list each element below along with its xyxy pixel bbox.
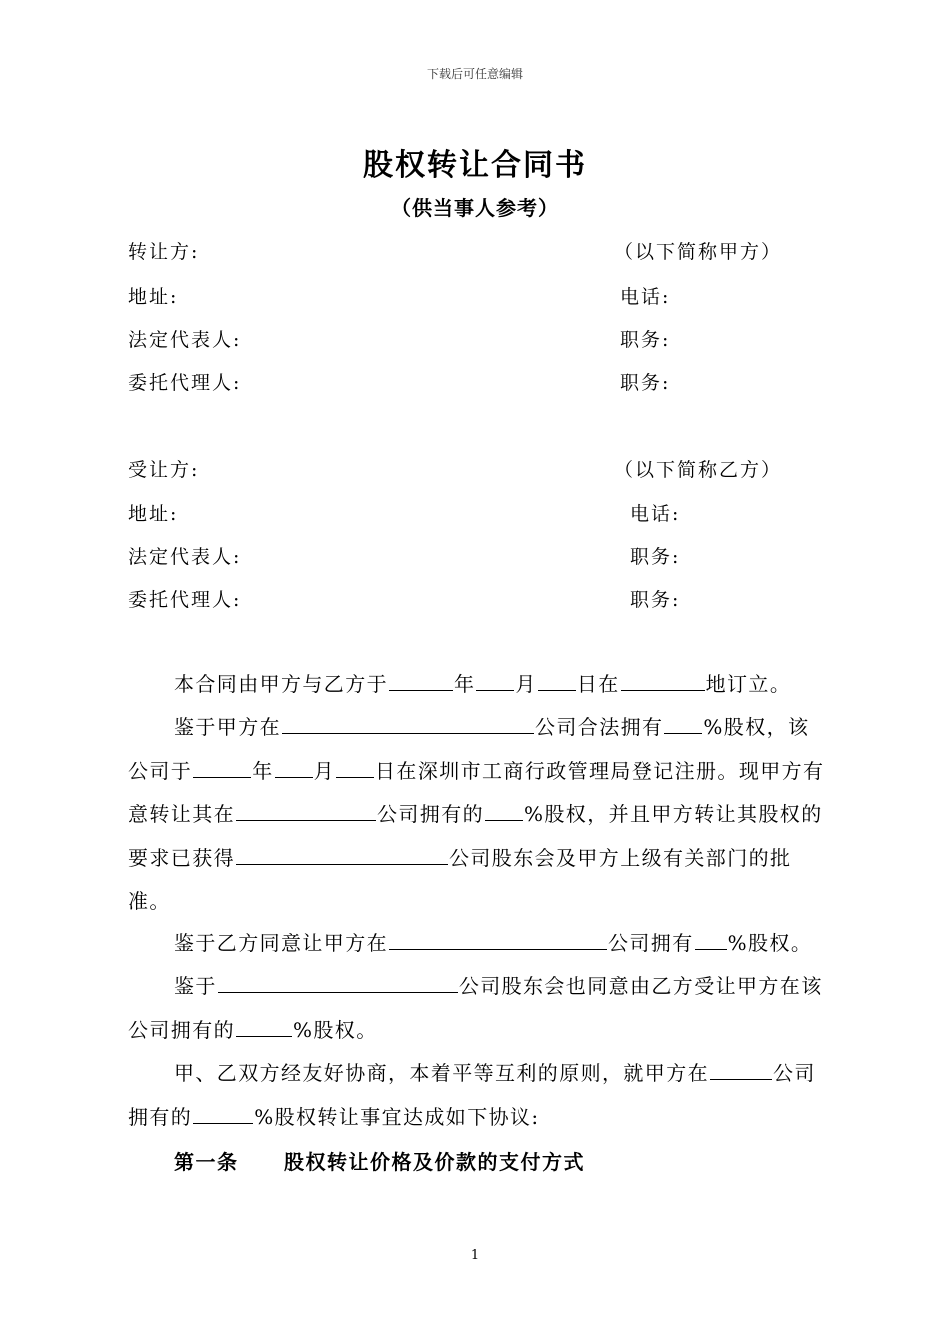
text-segment: 公司拥有的 — [128, 1061, 816, 1129]
page-number: 1 — [470, 1248, 480, 1263]
paragraph-party-b-consent — [128, 922, 826, 966]
party-a-phone-label: 电话: — [620, 286, 671, 308]
fill-blank[interactable] — [389, 689, 453, 691]
party-a-agent-label: 委托代理人: — [128, 372, 242, 394]
article-title: 股权转让价格及价款的支付方式 — [284, 1150, 585, 1174]
page-header-note: 下载后可任意编辑 — [426, 67, 523, 81]
fill-blank[interactable] — [218, 991, 458, 993]
party-b-phone-label: 电话: — [630, 503, 681, 525]
text-segment: 月 — [313, 758, 336, 783]
fill-blank[interactable] — [485, 819, 523, 821]
text-segment: 公司拥有的 — [377, 802, 484, 826]
party-b-address-label: 地址: — [128, 503, 179, 525]
party-b-label: 受让方: — [128, 459, 200, 481]
fill-blank[interactable] — [236, 819, 376, 821]
party-a-agent-title-label: 职务: — [620, 372, 671, 394]
paragraph-agreement-intro — [128, 1052, 826, 1139]
fill-blank[interactable] — [236, 863, 448, 865]
fill-blank[interactable] — [695, 948, 727, 950]
document-title: 股权转让合同书 — [363, 148, 587, 183]
fill-blank[interactable] — [275, 776, 313, 778]
text-segment: 甲、乙双方经友好协商，本着平等互利的原则，就甲方在 — [174, 1061, 709, 1085]
party-a-legal-rep-label: 法定代表人: — [128, 329, 242, 351]
party-b-legal-rep-title-label: 职务: — [630, 546, 681, 568]
text-segment: %股权。 — [727, 931, 813, 955]
party-a-alias: （以下简称甲方） — [614, 241, 783, 263]
fill-blank[interactable] — [621, 689, 705, 691]
text-segment: 年 — [252, 758, 274, 783]
text-segment: 公司拥有 — [608, 931, 694, 955]
article-number: 第一条 — [174, 1150, 239, 1174]
text-segment: %股权，并且甲方转让其股权的要求已获得 — [128, 802, 823, 870]
paragraph-party-a-ownership — [128, 706, 826, 924]
text-segment: 公司合法拥有 — [535, 715, 664, 739]
party-a-label: 转让方: — [128, 241, 200, 263]
text-segment: 地订立。 — [705, 672, 792, 696]
article-1-heading — [174, 1146, 585, 1175]
fill-blank[interactable] — [389, 948, 607, 950]
paragraph-shareholder-consent — [128, 965, 826, 1052]
party-b-agent-title-label: 职务: — [630, 589, 681, 611]
text-segment: 鉴于 — [174, 974, 217, 998]
fill-blank[interactable] — [236, 1035, 292, 1037]
party-a-legal-rep-title-label: 职务: — [620, 329, 671, 351]
text-segment: 日在 — [576, 672, 620, 696]
fill-blank[interactable] — [282, 732, 534, 734]
text-segment: %股权。 — [293, 1017, 378, 1042]
text-segment: %股权，该公司于 — [128, 715, 810, 783]
party-b-agent-label: 委托代理人: — [128, 589, 242, 611]
fill-blank[interactable] — [336, 776, 374, 778]
fill-blank[interactable] — [538, 689, 576, 691]
text-segment: %股权转让事宜达成如下协议: — [254, 1104, 540, 1129]
text-segment: 公司股东会也同意由乙方受让甲方在该公司拥有的 — [128, 974, 823, 1042]
party-b-legal-rep-label: 法定代表人: — [128, 546, 242, 568]
party-b-alias: （以下简称乙方） — [614, 459, 783, 481]
fill-blank[interactable] — [710, 1078, 772, 1080]
party-a-address-label: 地址: — [128, 286, 179, 308]
text-segment: 年 — [454, 672, 476, 696]
paragraph-signing-date — [128, 663, 826, 707]
fill-blank[interactable] — [664, 732, 702, 734]
fill-blank[interactable] — [476, 689, 514, 691]
text-segment: 鉴于甲方在 — [174, 715, 281, 739]
text-segment: 日在深圳市工商行政管理局登记注册。现甲方有意转让其在 — [128, 758, 825, 826]
text-segment: 鉴于乙方同意让甲方在 — [174, 931, 388, 955]
fill-blank[interactable] — [193, 1122, 253, 1124]
document-subtitle: （供当事人参考） — [391, 196, 559, 220]
text-segment: 本合同由甲方与乙方于 — [174, 672, 388, 696]
text-segment: 公司股东会及甲方上级有关部门的批准。 — [128, 845, 792, 913]
text-segment: 月 — [515, 672, 537, 696]
fill-blank[interactable] — [193, 776, 251, 778]
